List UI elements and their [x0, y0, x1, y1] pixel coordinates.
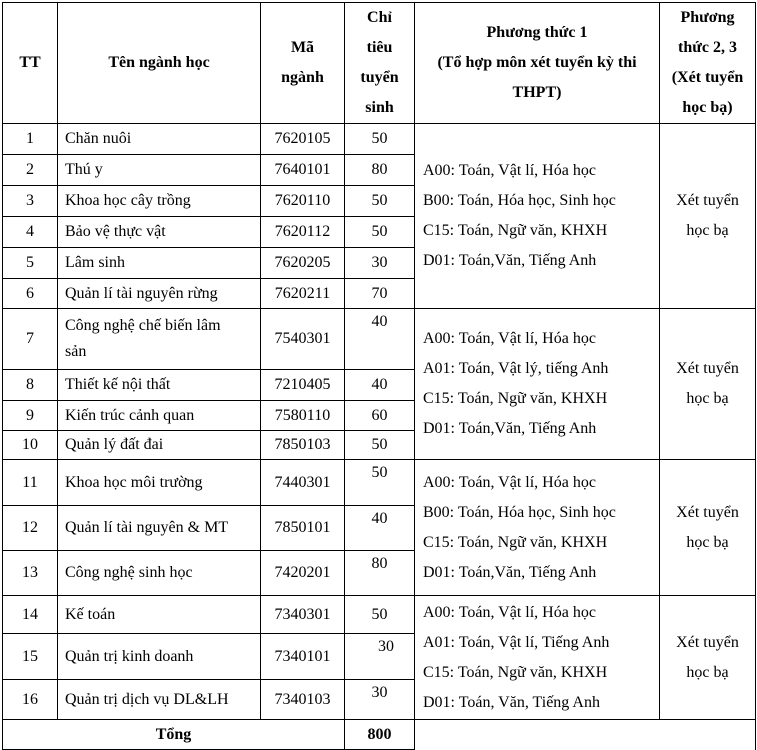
header-method-1: Phương thức 1 (Tổ hợp môn xét tuyển kỳ thi THPT): [415, 3, 660, 124]
table-row: [3, 124, 756, 155]
row-name: Kế toán: [58, 596, 261, 634]
row-quota: 50: [345, 460, 415, 506]
group-3-method-1: [415, 460, 660, 596]
row-tt: 15: [3, 634, 58, 680]
combo: C15: Toán, Ngữ văn, KHXH: [423, 222, 608, 239]
combo: C15: Toán, Ngữ văn, KHXH: [423, 533, 608, 551]
row-code: 7620205: [261, 248, 345, 279]
row-name: Quản lý đất đai: [58, 431, 261, 460]
row-tt: 2: [3, 155, 58, 186]
row-name: Bảo vệ thực vật: [58, 217, 261, 248]
row-tt: 1: [3, 124, 58, 155]
row-name: Công nghệ sinh học: [58, 551, 261, 596]
table-row: [3, 309, 756, 370]
row-name: Quản trị kinh doanh: [58, 634, 261, 680]
header-method-2-3: Phương thức 2, 3 (Xét tuyển học bạ): [660, 3, 756, 124]
row-quota: 80: [345, 551, 415, 596]
header-code: Mã ngành: [261, 3, 345, 124]
row-tt: 12: [3, 506, 58, 551]
row-code: 7640101: [261, 155, 345, 186]
combo: A00: Toán, Vật lí, Hóa học: [423, 473, 596, 491]
row-code: 7540301: [261, 309, 345, 370]
row-name: Khoa học môi trường: [58, 460, 261, 506]
row-name: Khoa học cây trồng: [58, 186, 261, 217]
row-tt: 7: [3, 309, 58, 370]
group-4-method-2-3: Xét tuyển học bạ: [660, 596, 756, 720]
row-name: Lâm sinh: [58, 248, 261, 279]
row-name: Chăn nuôi: [58, 124, 261, 155]
row-tt: 4: [3, 217, 58, 248]
row-quota: 60: [345, 401, 415, 431]
row-tt: 3: [3, 186, 58, 217]
header-name: Tên ngành học: [58, 3, 261, 124]
row-quota: 50: [345, 217, 415, 248]
row-code: 7850103: [261, 431, 345, 460]
group-2-method-2-3: Xét tuyển học bạ: [660, 309, 756, 460]
combo: A00: Toán, Vật lí, Hóa học: [423, 603, 596, 621]
combo: A01: Toán, Vật lí, Tiếng Anh: [423, 633, 610, 651]
row-quota: 40: [345, 506, 415, 551]
row-quota: 50: [345, 596, 415, 634]
group-2-method-1: [415, 309, 660, 460]
row-code: 7620105: [261, 124, 345, 155]
group-1-method-2-3: Xét tuyển học bạ: [660, 124, 756, 309]
row-quota: 30: [345, 680, 415, 720]
combo: C15: Toán, Ngữ văn, KHXH: [423, 390, 608, 407]
row-quota: 40: [345, 370, 415, 401]
row-code: 7340101: [261, 634, 345, 680]
row-name: Quản trị dịch vụ DL&LH: [58, 680, 261, 720]
row-quota: 40: [345, 309, 415, 370]
row-code: 7340103: [261, 680, 345, 720]
combo: C15: Toán, Ngữ văn, KHXH: [423, 663, 608, 681]
total-value: 800: [345, 720, 415, 750]
row-tt: 9: [3, 401, 58, 431]
row-tt: 16: [3, 680, 58, 720]
combo: D01: Toán,Văn, Tiếng Anh: [423, 252, 597, 269]
row-quota: 50: [345, 124, 415, 155]
header-quota: Chỉ tiêu tuyển sinh: [345, 3, 415, 124]
row-tt: 14: [3, 596, 58, 634]
group-3-method-2-3: Xét tuyển học bạ: [660, 460, 756, 596]
row-code: 7420201: [261, 551, 345, 596]
row-code: 7620112: [261, 217, 345, 248]
row-tt: 5: [3, 248, 58, 279]
total-row: [3, 720, 756, 750]
row-code: 7620110: [261, 186, 345, 217]
combo: A00: Toán, Vật lí, Hóa học: [423, 330, 596, 347]
row-name: Công nghệ chế biến lâm sản: [58, 309, 261, 370]
row-code: 7340301: [261, 596, 345, 634]
row-name: Quản lí tài nguyên & MT: [58, 506, 261, 551]
row-name: Kiến trúc cảnh quan: [58, 401, 261, 431]
row-quota: 50: [345, 431, 415, 460]
total-empty-cell: [660, 720, 756, 750]
combo: A00: Toán, Vật lí, Hóa học: [423, 162, 596, 179]
row-quota: 30: [345, 248, 415, 279]
row-code: 7580110: [261, 401, 345, 431]
header-tt: TT: [3, 3, 58, 124]
total-label: Tổng: [3, 720, 345, 750]
combo: D01: Toán,Văn, Tiếng Anh: [423, 420, 597, 437]
row-name: Thú y: [58, 155, 261, 186]
row-tt: 11: [3, 460, 58, 506]
row-code: 7620211: [261, 279, 345, 309]
row-quota: 70: [345, 279, 415, 309]
combo: D01: Toán,Văn, Tiếng Anh: [423, 563, 597, 581]
row-quota: 80: [345, 155, 415, 186]
row-name: Thiết kế nội thất: [58, 370, 261, 401]
combo: A01: Toán, Vật lý, tiếng Anh: [423, 360, 609, 377]
row-quota: 30: [345, 634, 415, 680]
table-row: [3, 460, 756, 506]
row-tt: 8: [3, 370, 58, 401]
header-row: [3, 3, 756, 124]
row-tt: 13: [3, 551, 58, 596]
table-row: [3, 596, 756, 634]
row-code: 7210405: [261, 370, 345, 401]
row-quota: 50: [345, 186, 415, 217]
admission-table: [2, 2, 756, 750]
row-tt: 6: [3, 279, 58, 309]
combo: B00: Toán, Hóa học, Sinh học: [423, 503, 616, 521]
group-4-method-1: [415, 596, 660, 720]
total-empty-cell: [415, 720, 660, 750]
row-tt: 10: [3, 431, 58, 460]
row-code: 7850101: [261, 506, 345, 551]
group-1-method-1: [415, 124, 660, 309]
row-name: Quản lí tài nguyên rừng: [58, 279, 261, 309]
combo: D01: Toán, Văn, Tiếng Anh: [423, 693, 600, 711]
row-code: 7440301: [261, 460, 345, 506]
combo: B00: Toán, Hóa học, Sinh học: [423, 192, 616, 209]
